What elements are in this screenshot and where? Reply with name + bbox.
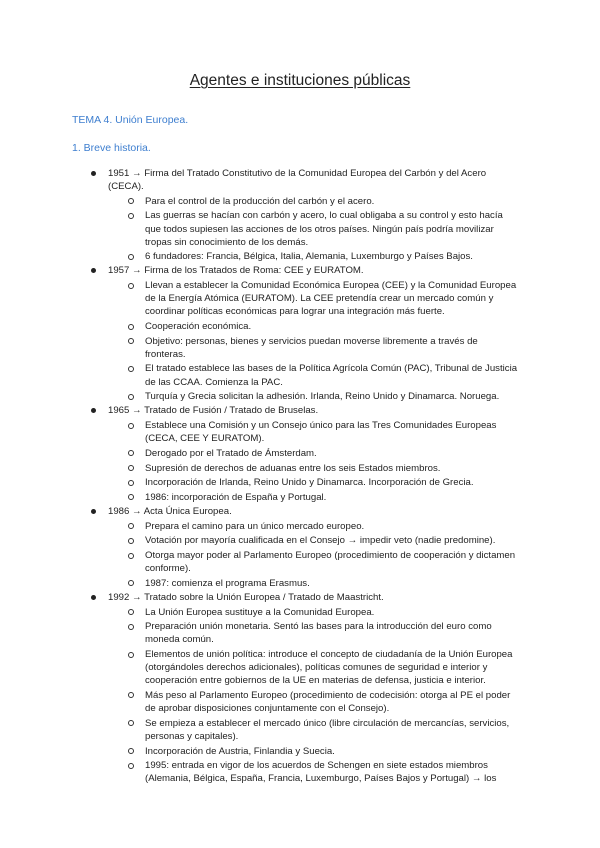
sub-item (0, 250, 600, 263)
hollow-bullet-icon (128, 692, 134, 698)
sub-item-text: 1986: incorporación de España y Portugal. (145, 491, 327, 503)
hollow-bullet-icon (128, 652, 134, 658)
sub-item-text: Más peso al Parlamento Europeo (procedimiento de codecisión: otorga al PE el poder de aprobar disposiciones conjuntamente con el Consejo). (145, 689, 511, 715)
event-item (0, 167, 600, 193)
hollow-bullet-icon (128, 394, 134, 400)
sub-item (0, 520, 600, 533)
event-text: 1986 → Acta Única Europea. (108, 505, 232, 517)
sub-item (0, 689, 600, 715)
hollow-bullet-icon (128, 720, 134, 726)
sub-item-text: El tratado establece las bases de la Política Agrícola Común (PAC), Tribunal de Justicia de las CCAA. Comienza la PAC. (145, 363, 518, 388)
hollow-bullet-icon (128, 450, 134, 456)
event-item (0, 505, 600, 518)
sub-item (0, 759, 600, 785)
sub-item-text: Supresión de derechos de aduanas entre los seis Estados miembros. (145, 462, 441, 474)
bullet-icon (91, 509, 96, 514)
sub-item-text: Las guerras se hacían con carbón y acero, lo cual obligaba a su control y esto hacía que todos supiesen las acciones de los otros países. Ningún país podría movilizar tropas sin conocimiento de los demás. (145, 210, 503, 248)
sub-item (0, 620, 600, 646)
sub-item (0, 549, 600, 575)
hollow-bullet-icon (128, 366, 134, 372)
sub-item (0, 476, 600, 489)
sub-item (0, 577, 600, 590)
bullet-icon (91, 595, 96, 600)
sub-item-text: Derogado por el Tratado de Ámsterdam. (145, 447, 317, 459)
hollow-bullet-icon (128, 580, 134, 586)
sub-item-text: Incorporación de Irlanda, Reino Unido y Dinamarca. Incorporación de Grecia. (145, 477, 474, 489)
sub-item (0, 447, 600, 460)
sub-item-text: Votación por mayoría cualificada en el Consejo → impedir veto (nadie predomine). (145, 535, 496, 547)
sub-item-text: Elementos de unión política: introduce el concepto de ciudadanía de la Unión Europea (otorgándoles derechos adicionales), políticas comunes de seguridad e interior y cooperación entre gobiernos de la UE en materias de defensa, justicia e interior. (145, 649, 513, 687)
event-text: 1951 → Firma del Tratado Constitutivo de la Comunidad Europea del Carbón y del Acero (CECA). (108, 168, 487, 193)
sub-item (0, 362, 600, 388)
sub-item (0, 390, 600, 403)
hollow-bullet-icon (128, 763, 134, 769)
bullet-icon (91, 268, 96, 273)
sub-item (0, 462, 600, 475)
sub-item (0, 419, 600, 445)
sub-item-text: Llevan a establecer la Comunidad Económica Europea (CEE) y la Comunidad Europea de la Energía Atómica (EURATOM). La CEE pretendía crear un mercado común y coordinar políticas económicas para lograr una integración más fuerte. (145, 280, 517, 318)
history-list (0, 166, 600, 785)
sub-item-text: Para el control de la producción del carbón y el acero. (145, 195, 375, 207)
event-item (0, 404, 600, 417)
sub-item-text: Establece una Comisión y un Consejo único para las Tres Comunidades Europeas (CECA, CEE Y EURATOM). (145, 420, 497, 445)
sub-item (0, 606, 600, 619)
sub-item-text: Incorporación de Austria, Finlandia y Suecia. (145, 745, 335, 757)
hollow-bullet-icon (128, 324, 134, 330)
hollow-bullet-icon (128, 283, 134, 289)
hollow-bullet-icon (128, 748, 134, 754)
sub-item (0, 534, 600, 547)
event-text: 1957 → Firma de los Tratados de Roma: CEE y EURATOM. (108, 265, 364, 277)
event-item (0, 591, 600, 604)
hollow-bullet-icon (128, 198, 134, 204)
sub-item-text: 6 fundadores: Francia, Bélgica, Italia, Alemania, Luxemburgo y Países Bajos. (145, 251, 473, 263)
event-item (0, 264, 600, 277)
sub-item-text: Prepara el camino para un único mercado europeo. (145, 520, 365, 532)
sub-item-text: Preparación unión monetaria. Sentó las bases para la introducción del euro como moneda común. (145, 621, 492, 646)
hollow-bullet-icon (128, 465, 134, 471)
document-title: Agentes e instituciones públicas (189, 72, 411, 89)
sub-item (0, 209, 600, 248)
sub-item (0, 491, 600, 504)
hollow-bullet-icon (128, 553, 134, 559)
sub-item-text: Cooperación económica. (145, 321, 252, 332)
sub-item-text: Otorga mayor poder al Parlamento Europeo (procedimiento de cooperación y dictamen conforme). (145, 550, 516, 575)
sub-item-text: Se empieza a establecer el mercado único (libre circulación de mercancías, servicios, personas y capitales). (145, 717, 510, 742)
sub-item-text: Objetivo: personas, bienes y servicios puedan moverse libremente a través de fronteras. (145, 335, 478, 360)
sub-item (0, 279, 600, 318)
sub-item (0, 648, 600, 687)
bullet-icon (91, 171, 96, 176)
hollow-bullet-icon (128, 480, 134, 486)
hollow-bullet-icon (128, 494, 134, 500)
sub-item (0, 195, 600, 208)
sub-item-text: 1987: comienza el programa Erasmus. (145, 577, 310, 589)
hollow-bullet-icon (128, 338, 134, 344)
hollow-bullet-icon (128, 624, 134, 630)
sub-item-text: La Unión Europea sustituye a la Comunidad Europea. (145, 606, 375, 618)
topic-heading: TEMA 4. Unión Europea. (72, 114, 189, 126)
sub-item-text: Turquía y Grecia solicitan la adhesión. Irlanda, Reino Unido y Dinamarca. Noruega. (145, 391, 500, 403)
hollow-bullet-icon (128, 609, 134, 615)
hollow-bullet-icon (128, 213, 134, 219)
section-heading: 1. Breve historia. (72, 142, 151, 154)
hollow-bullet-icon (128, 538, 134, 544)
event-text: 1965 → Tratado de Fusión / Tratado de Bruselas. (108, 405, 319, 417)
sub-item (0, 320, 600, 333)
hollow-bullet-icon (128, 423, 134, 429)
hollow-bullet-icon (128, 523, 134, 529)
sub-item (0, 335, 600, 361)
sub-item (0, 717, 600, 743)
hollow-bullet-icon (128, 254, 134, 260)
event-text: 1992 → Tratado sobre la Unión Europea / Tratado de Maastricht. (108, 591, 384, 603)
sub-item-text: 1995: entrada en vigor de los acuerdos de Schengen en siete estados miembros (Alemania, Bélgica, España, Francia, Luxemburgo, Países Bajos y Portugal) → los (145, 760, 497, 785)
bullet-icon (91, 408, 96, 413)
sub-item (0, 745, 600, 758)
